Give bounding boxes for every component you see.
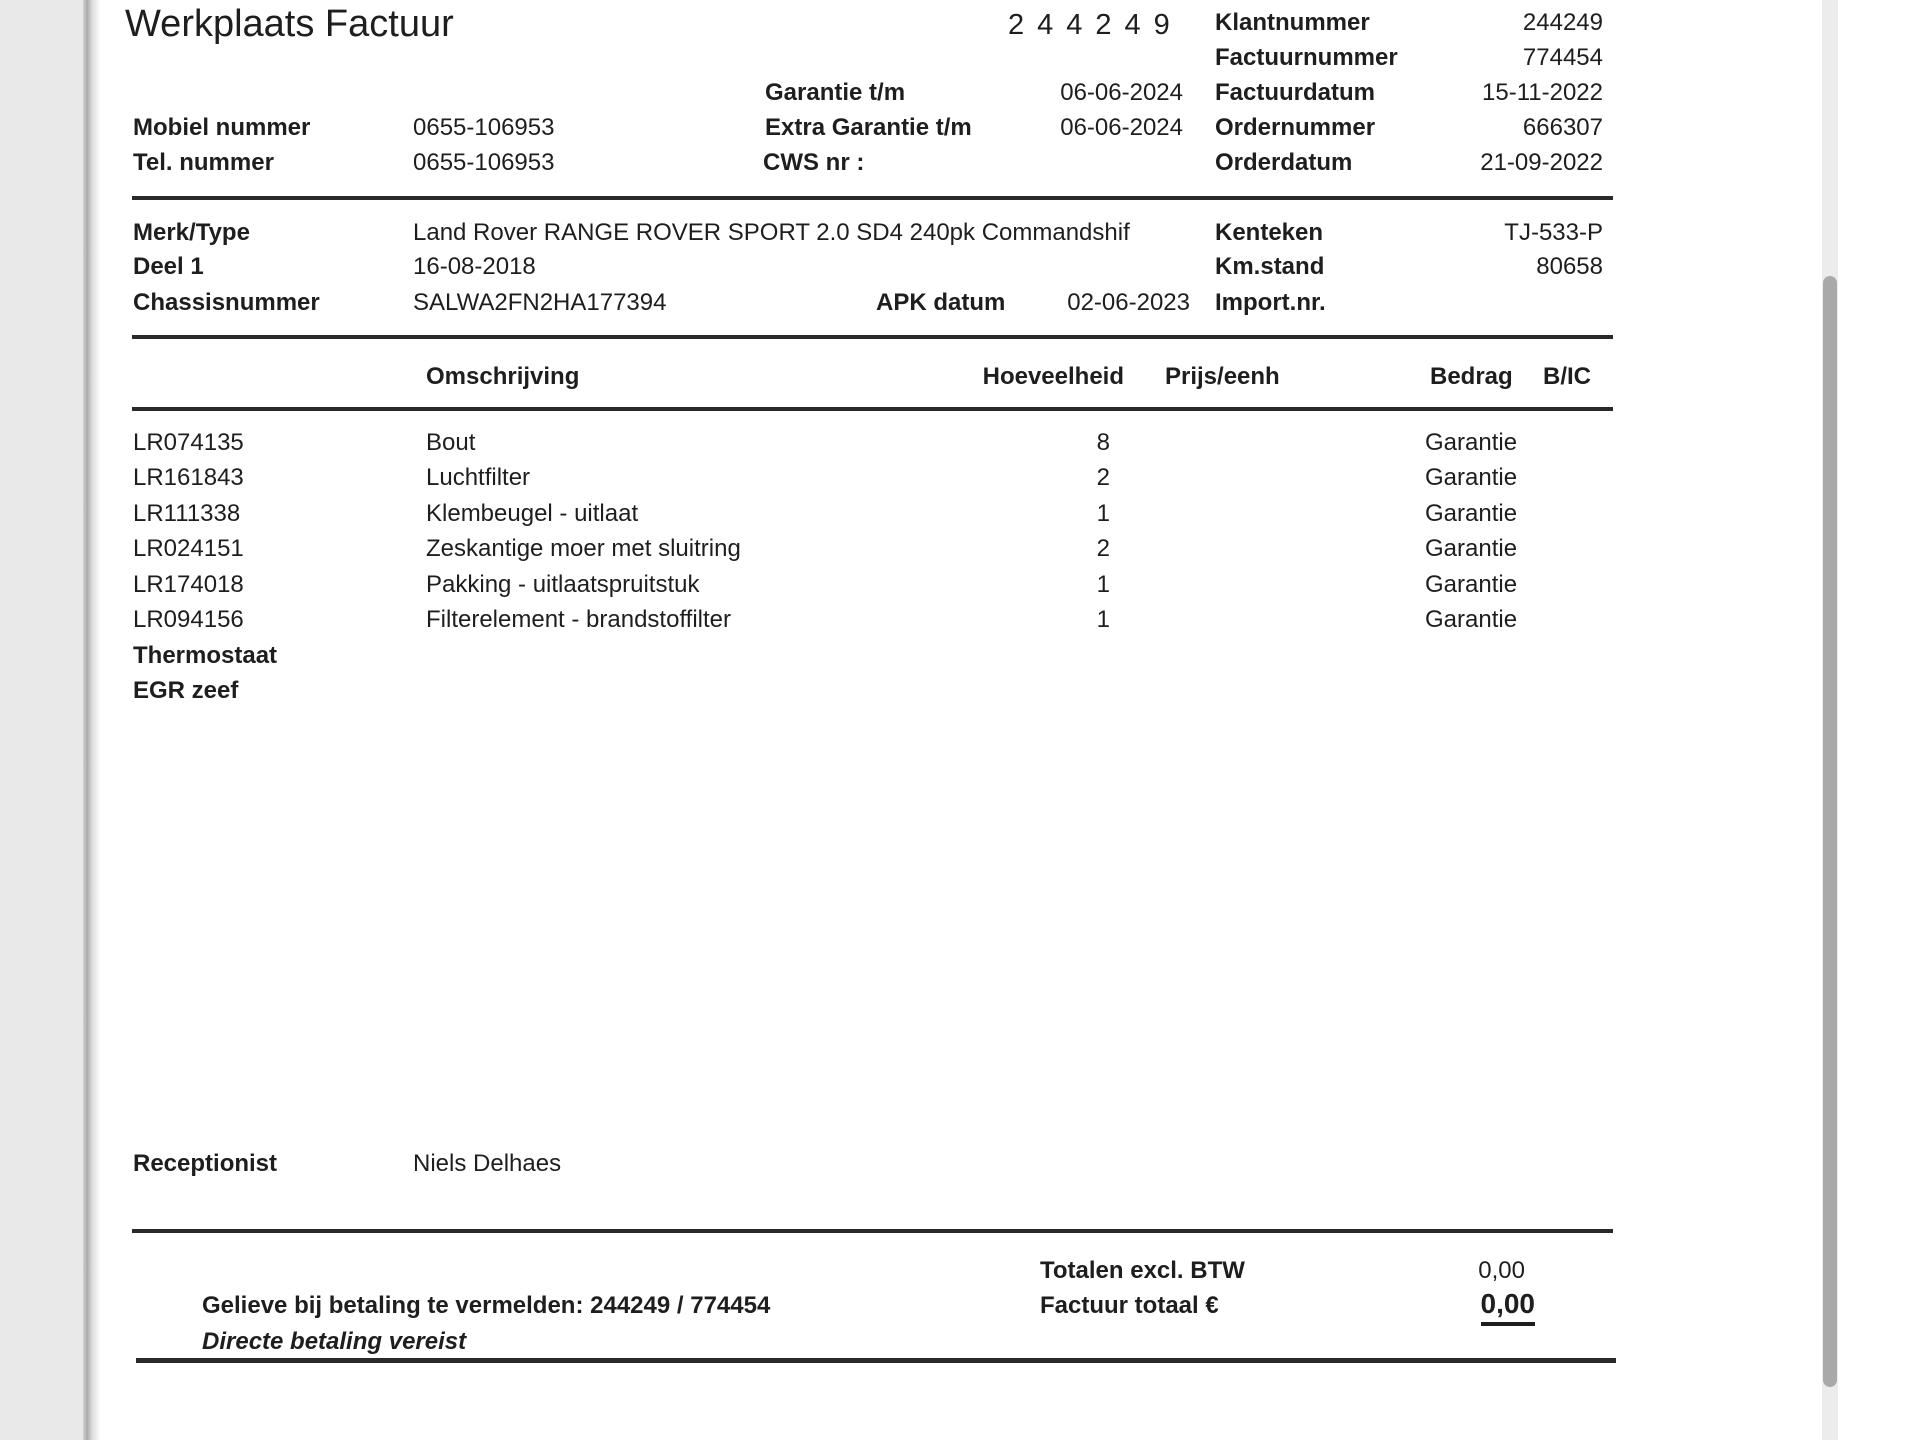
page-left-edge-shadow [83,0,100,1440]
factuurdatum-label: Factuurdatum [1215,79,1376,106]
invoice-total-label: Factuur totaal € [1040,1292,1219,1319]
kmstand-label: Km.stand [1215,253,1325,280]
stamp-number: 244249 [1008,9,1183,41]
extra-garantie-label: Extra Garantie t/m [765,114,972,141]
orderdatum-label: Orderdatum [1215,149,1353,176]
divider-bottom [136,1358,1616,1363]
chassis-label: Chassisnummer [133,289,320,316]
viewer-left-gutter [0,0,83,1440]
tel-label: Tel. nummer [133,149,274,176]
invoice-title: Werkplaats Factuur [125,3,454,45]
importnr-label: Import.nr. [1215,289,1326,316]
deel-value: 16-08-2018 [413,253,536,280]
tel-value: 0655-106953 [413,149,555,176]
item-description: Klembeugel - uitlaat [426,500,639,527]
item-quantity: 2 [1096,535,1110,562]
factuurnummer-label: Factuurnummer [1215,44,1398,71]
divider-vehicle [132,335,1613,339]
kenteken-value: TJ-533-P [1504,219,1603,246]
cws-label: CWS nr : [763,149,865,176]
divider-totals [132,1229,1613,1233]
item-code: LR174018 [133,571,244,598]
kenteken-label: Kenteken [1215,219,1324,246]
column-header-hoeveelheid: Hoeveelheid [982,363,1124,390]
invoice-page [100,0,1822,1440]
item-amount: Garantie [1425,500,1518,527]
deel-label: Deel 1 [133,253,204,280]
item-quantity: 1 [1096,571,1110,598]
item-quantity: 1 [1096,606,1110,633]
garantie-value: 06-06-2024 [1060,79,1183,106]
mobiel-value: 0655-106953 [413,114,555,141]
totals-excl-btw-label: Totalen excl. BTW [1040,1257,1245,1284]
klantnummer-label: Klantnummer [1215,9,1370,36]
receptionist-value: Niels Delhaes [413,1150,562,1177]
invoice-total-value: 0,00 [1481,1288,1536,1326]
item-note: EGR zeef [133,677,239,704]
item-code: LR094156 [133,606,244,633]
ordernummer-label: Ordernummer [1215,114,1376,141]
klantnummer-value: 244249 [1522,9,1603,36]
scrollbar-thumb[interactable] [1823,276,1837,1387]
item-description: Filterelement - brandstoffilter [426,606,732,633]
factuurnummer-value: 774454 [1522,44,1603,71]
item-code: LR111338 [133,500,241,527]
ordernummer-value: 666307 [1522,114,1603,141]
item-code: LR024151 [133,535,244,562]
item-amount: Garantie [1425,535,1518,562]
apk-value: 02-06-2023 [1067,289,1190,316]
divider-top [132,196,1613,200]
mobiel-label: Mobiel nummer [133,114,311,141]
factuurdatum-value: 15-11-2022 [1482,79,1603,106]
item-code: LR161843 [133,464,244,491]
totals-excl-btw-value: 0,00 [1478,1257,1525,1284]
item-note: Thermostaat [133,642,278,669]
column-header-omschrijving: Omschrijving [426,363,580,390]
item-quantity: 8 [1096,429,1110,456]
item-description: Pakking - uitlaatspruitstuk [426,571,700,598]
item-quantity: 1 [1096,500,1110,527]
scrollbar-track[interactable] [1822,0,1838,1440]
orderdatum-value: 21-09-2022 [1480,149,1603,176]
item-code: LR074135 [133,429,244,456]
divider-table-header [132,407,1613,411]
column-header-prijs-eenh: Prijs/eenh [1165,363,1280,390]
merk-type-label: Merk/Type [133,219,250,246]
item-quantity: 2 [1096,464,1110,491]
apk-label: APK datum [876,289,1006,316]
garantie-label: Garantie t/m [765,79,906,106]
receptionist-label: Receptionist [133,1150,278,1177]
column-header-bic: B/IC [1543,363,1591,390]
payment-reference-note: Gelieve bij betaling te vermelden: 244249 / 774454 [202,1292,771,1319]
column-header-bedrag: Bedrag [1430,363,1513,390]
item-description: Zeskantige moer met sluitring [426,535,741,562]
payment-terms-note: Directe betaling vereist [202,1328,467,1355]
item-description: Luchtfilter [426,464,531,491]
item-amount: Garantie [1425,571,1518,598]
extra-garantie-value: 06-06-2024 [1060,114,1183,141]
item-description: Bout [426,429,476,456]
item-amount: Garantie [1425,606,1518,633]
merk-type-value: Land Rover RANGE ROVER SPORT 2.0 SD4 240pk Commandshif [413,219,1130,246]
item-amount: Garantie [1425,464,1518,491]
chassis-value: SALWA2FN2HA177394 [413,289,667,316]
kmstand-value: 80658 [1536,253,1603,280]
item-amount: Garantie [1425,429,1518,456]
